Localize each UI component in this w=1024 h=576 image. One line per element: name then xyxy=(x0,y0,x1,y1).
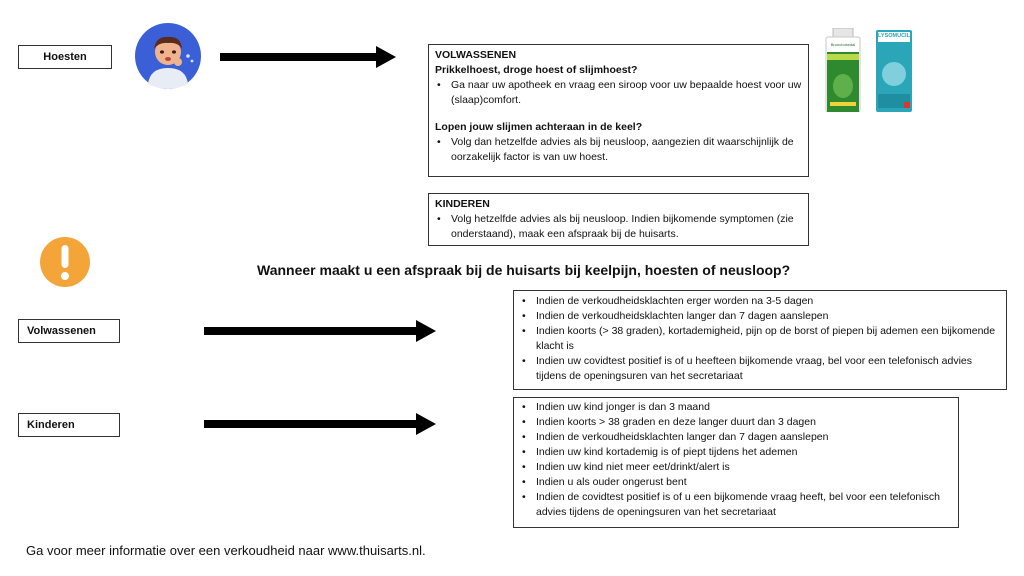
cough-label-text: Hoesten xyxy=(43,51,87,63)
kids-criterion: • Indien koorts > 38 graden en deze langer duurt dan 3 dagen xyxy=(520,415,952,430)
adults-label xyxy=(18,319,120,343)
cough-arrow xyxy=(220,46,396,68)
bottle1-brand: Bronchosedal xyxy=(830,42,856,47)
coughing-person-icon xyxy=(134,22,202,90)
kids-advice-title: KINDEREN xyxy=(435,198,490,210)
kids-advice-item: • Volg hetzelfde advies als bij neusloop. Indien bijkomende symptomen (zie onderstaand), maak een afspraak bij de huisarts. xyxy=(435,212,802,242)
kids-criterion: • Indien uw kind niet meer eet/drinkt/alert is xyxy=(520,460,952,475)
adults-label-text: Volwassenen xyxy=(27,325,96,337)
adults-criteria-box xyxy=(513,290,1007,390)
kids-criterion: • Indien uw kind jonger is dan 3 maand xyxy=(520,400,952,415)
adults-criterion: • Indien koorts (> 38 graden), kortademigheid, pijn op de borst of piepen bij ademen een bijkomende klacht is xyxy=(520,324,1000,354)
adults-criterion: • Indien de verkoudheidsklachten langer dan 7 dagen aanslepen xyxy=(520,309,1000,324)
kids-label xyxy=(18,413,120,437)
adults-advice-title: VOLWASSENEN xyxy=(435,49,517,61)
syrup-bottle-teal-icon xyxy=(874,30,914,112)
adults-advice-box xyxy=(428,44,809,177)
kids-criterion: • Indien de verkoudheidsklachten langer dan 7 dagen aanslepen xyxy=(520,430,952,445)
adults-q1-item: • Ga naar uw apotheek en vraag een siroop voor uw bepaalde hoest voor uw (slaap)comfort. xyxy=(435,78,802,108)
warning-icon xyxy=(39,236,91,288)
footer-note: Ga voor meer informatie over een verkoudheid naar www.thuisarts.nl. xyxy=(26,543,426,558)
adults-question-1: Prikkelhoest, droge hoest of slijmhoest? xyxy=(435,64,638,76)
adults-q2-item: • Volg dan hetzelfde advies als bij neusloop, aangezien dit waarschijnlijk de oorzakelijk factor is van uw hoest. xyxy=(435,135,802,165)
syrup-bottle-green-icon xyxy=(824,28,862,112)
adults-question-2: Lopen jouw slijmen achteraan in de keel? xyxy=(435,121,643,133)
cough-label xyxy=(18,45,112,69)
adults-criterion: • Indien de verkoudheidsklachten erger worden na 3-5 dagen xyxy=(520,294,1000,309)
kids-arrow xyxy=(204,413,436,435)
kids-criteria-box xyxy=(513,397,959,528)
adults-arrow xyxy=(204,320,436,342)
adults-criterion: • Indien uw covidtest positief is of u heefteen bijkomende vraag, bel voor een telefonisch advies tijdens de openingsuren van het secretariaat xyxy=(520,354,1000,384)
kids-criterion: • Indien u als ouder ongerust bent xyxy=(520,475,952,490)
main-question: Wanneer maakt u een afspraak bij de huisarts bij keelpijn, hoesten of neusloop? xyxy=(257,262,791,278)
kids-criterion: • Indien uw kind kortademig is of piept tijdens het ademen xyxy=(520,445,952,460)
kids-advice-box xyxy=(428,193,809,246)
bottle2-brand: LYSOMUCIL xyxy=(878,33,910,39)
kids-criterion: • Indien de covidtest positief is of u een bijkomende vraag heeft, bel voor een telefonisch advies tijdens de openingsuren van het secretariaat xyxy=(520,490,952,520)
kids-label-text: Kinderen xyxy=(27,419,75,431)
